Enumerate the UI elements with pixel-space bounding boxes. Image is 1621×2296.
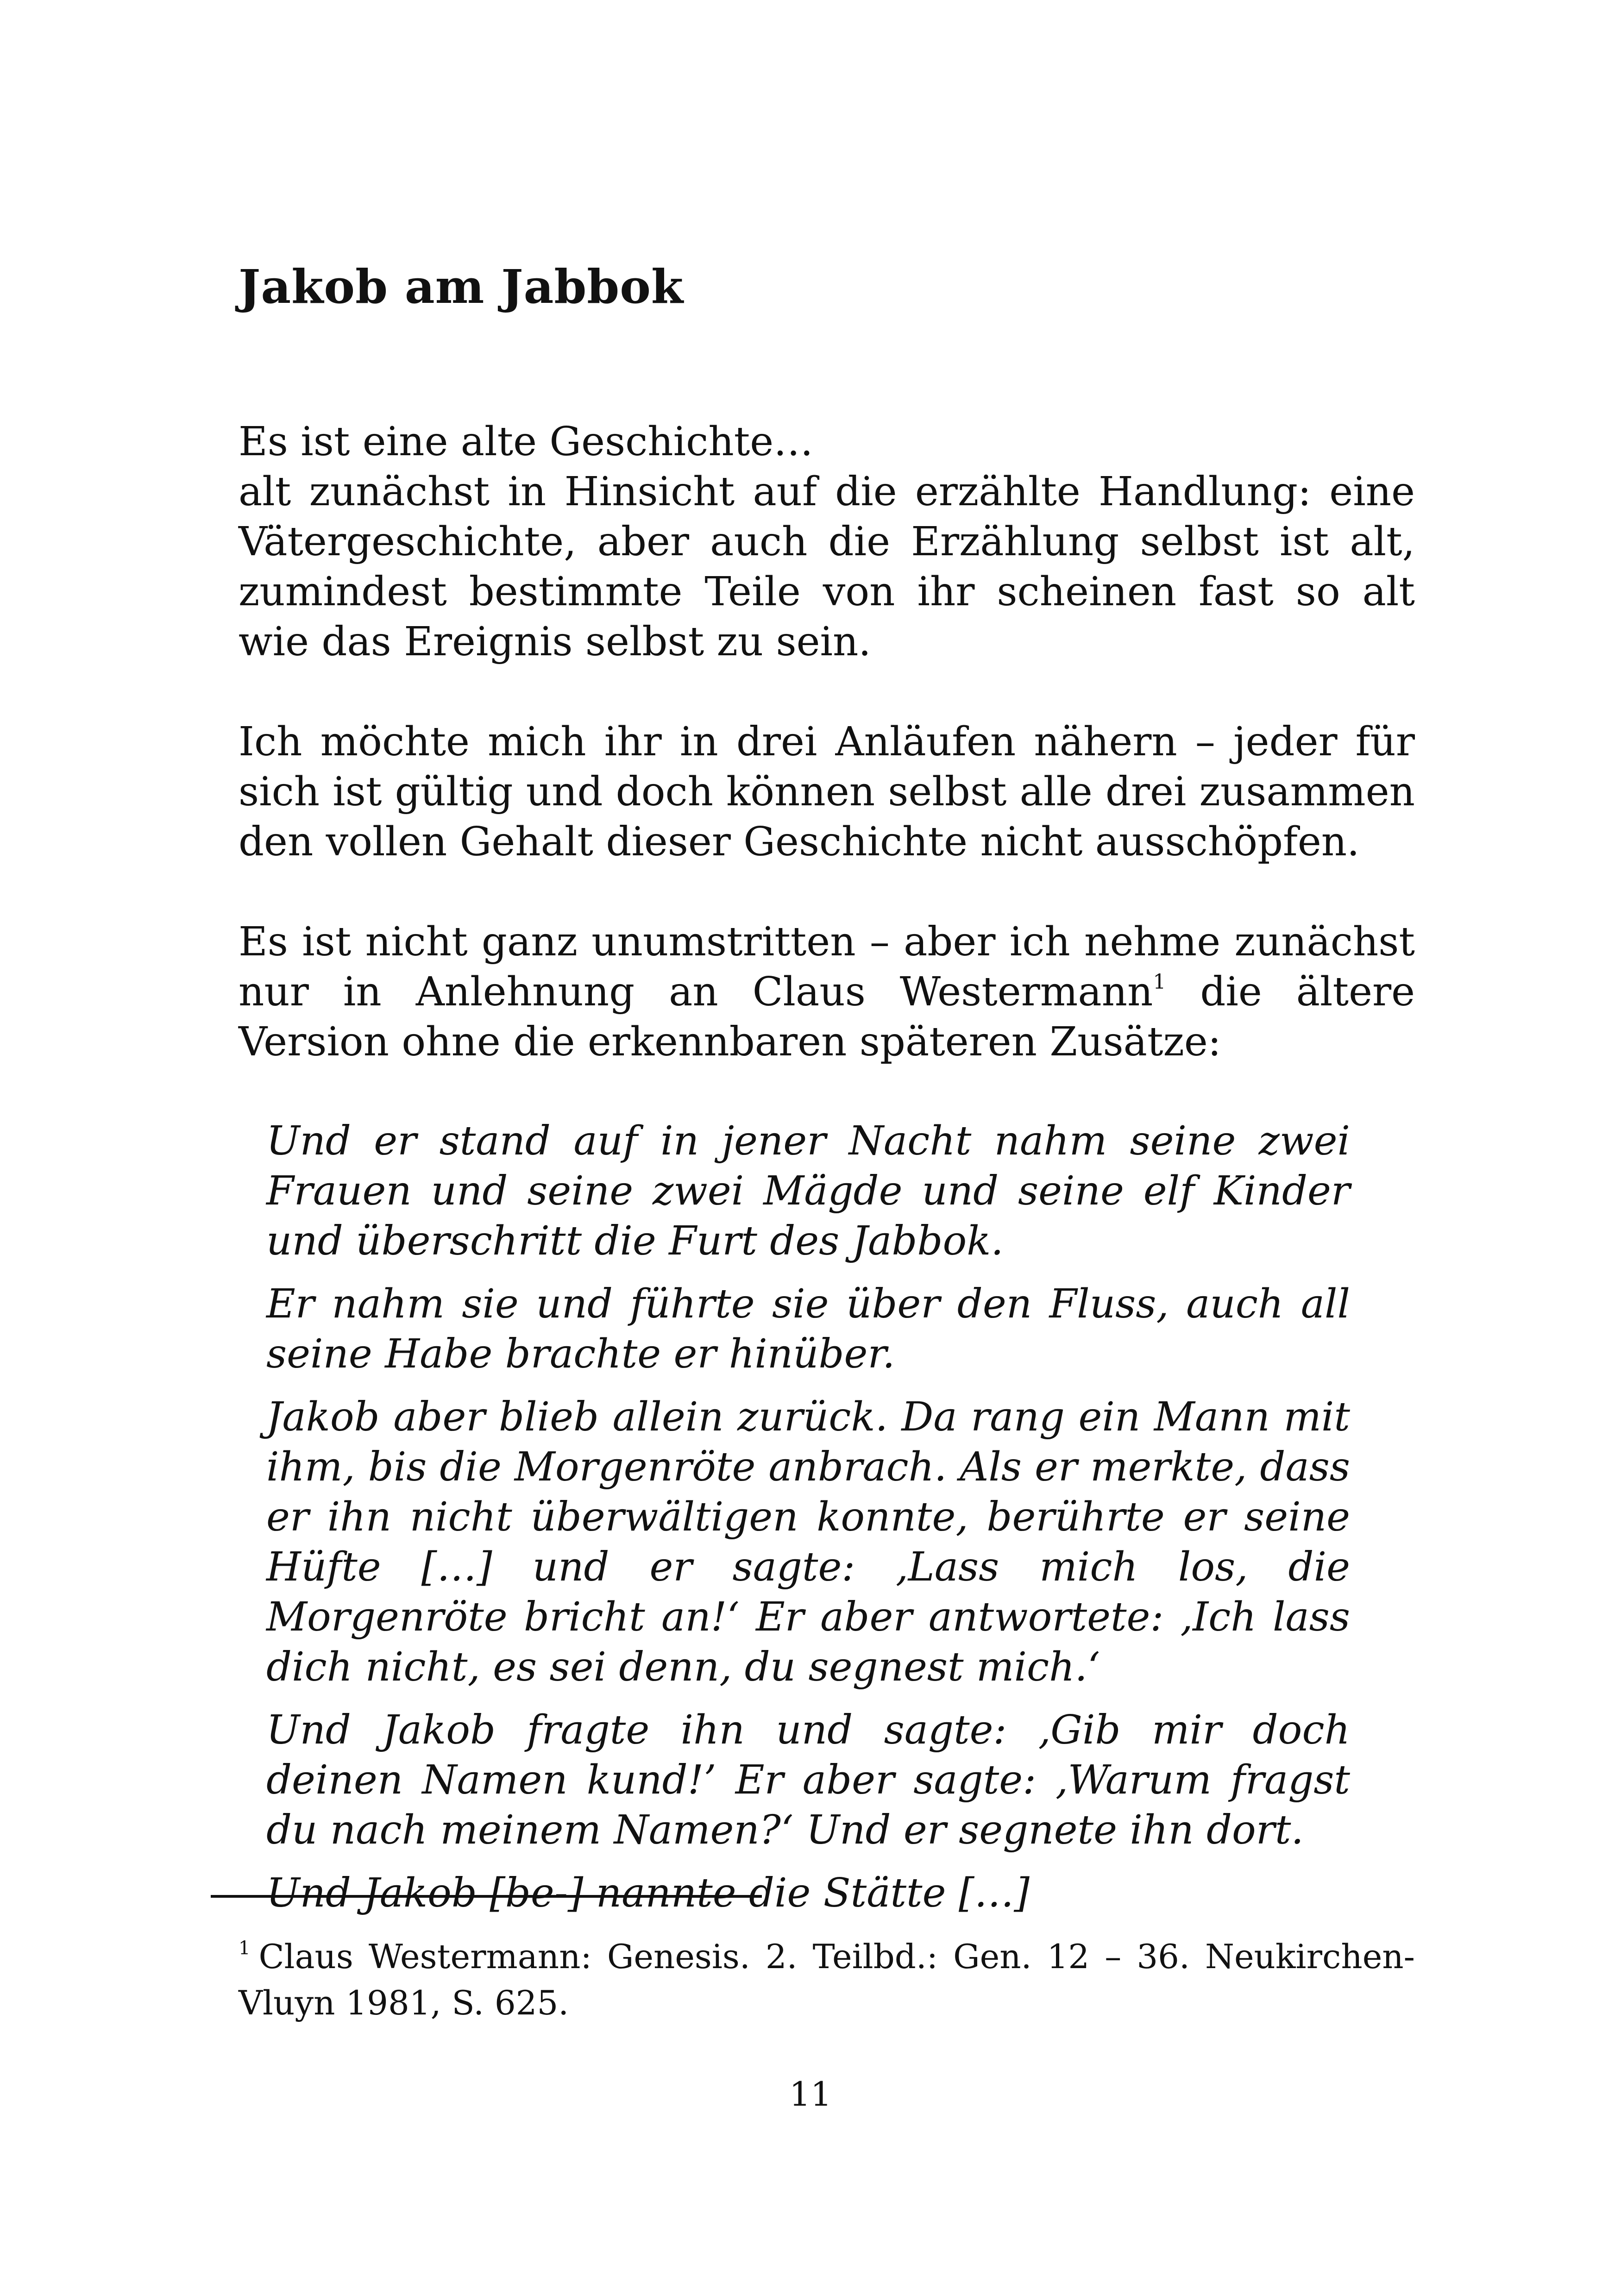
paragraph-3-text — [239, 917, 1415, 1067]
paragraph-3-before: Es ist nicht ganz unumstritten – aber ich nehme zunächst nur in Anlehnung an Claus Westermann — [239, 919, 1415, 1015]
footnote-reference[interactable]: 1 — [1153, 970, 1166, 994]
footnote-divider — [211, 1895, 762, 1898]
quote-paragraph: Jakob aber blieb allein zurück. Da rang ein Mann mit ihm, bis die Morgenröte anbrach. Als er merkte, dass er ihn nicht überwältigen konnte, berührte er seine Hüfte […] und er sagte: ‚Lass mich los, die Morgenröte bricht an!‘ Er aber antwortete: ‚Ich lass dich nicht, es sei denn, du segnest mich.‘ — [266, 1394, 1350, 1690]
quote-paragraph: Er nahm sie und führte sie über den Fluss, auch all seine Habe brachte er hinüber. — [266, 1281, 1350, 1377]
paragraph-3 — [239, 917, 1415, 1067]
paragraph-2-text: Ich möchte mich ihr in drei Anläufen nähern – jeder für sich ist gültig und doch können selbst alle drei zusammen den vollen Gehalt dieser Geschichte nicht ausschöpfen. — [239, 719, 1415, 865]
quote-paragraph: Und er stand auf in jener Nacht nahm seine zwei Frauen und seine zwei Mägde und seine elf Kinder und überschritt die Furt des Jabbok. — [266, 1118, 1350, 1264]
footnote-marker: 1 — [239, 1938, 251, 1959]
intro-line — [239, 417, 1415, 467]
paragraph-2 — [239, 717, 1415, 867]
quote-paragraph: Und Jakob fragte ihn und sagte: ‚Gib mir doch deinen Namen kund!’ Er aber sagte: ‚Warum fragst du nach meinem Namen?‘ Und er segnete ihn dort. — [266, 1707, 1350, 1853]
footnote-text: Claus Westermann: Genesis. 2. Teilbd.: Gen. 12 – 36. Neukirchen-Vluyn 1981, S. 625. — [239, 1937, 1415, 2022]
page-title: Jakob am Jabbok — [239, 259, 684, 314]
paragraph-3-after: die ältere Version ohne die erkennbaren späteren Zusätze: — [239, 969, 1415, 1065]
footnote — [239, 1933, 1415, 2026]
page-number: 11 — [789, 2075, 832, 2114]
block-quote — [266, 1116, 1350, 1931]
intro-text: Es ist eine alte Geschichte… — [239, 419, 814, 465]
quote-paragraph: Und Jakob [be-] nannte die Stätte […] — [266, 1870, 1030, 1916]
paragraph-1-text: alt zunächst in Hinsicht auf die erzählte Handlung: eine Vätergeschichte, aber auch die Erzählung selbst ist alt, zumindest bestimmte Teile von ihr scheinen fast so alt wie das Ereignis selbst zu sein. — [239, 469, 1415, 665]
paragraph-1 — [239, 467, 1415, 667]
